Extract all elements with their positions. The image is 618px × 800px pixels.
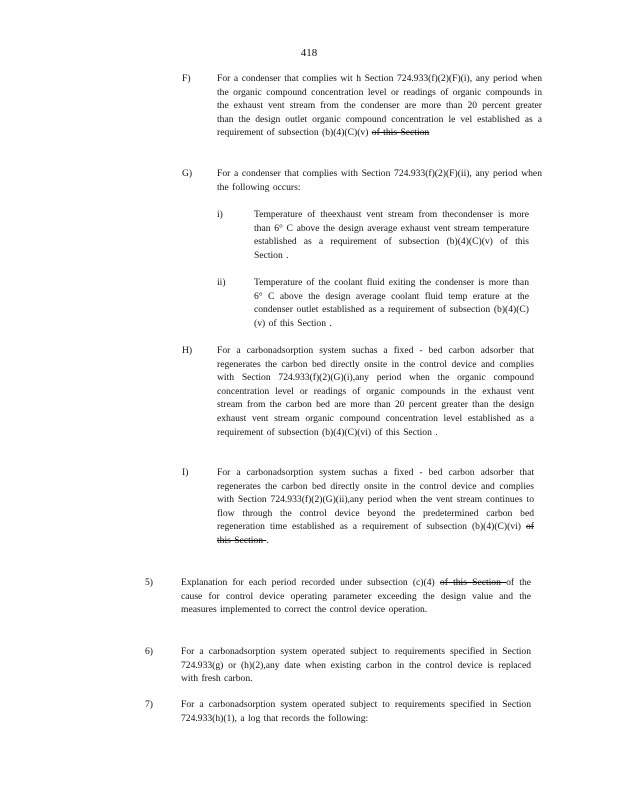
paragraph-i-body: For a carbonadsorption system suchas a fixed - bed carbon adsorber that regenerates the carbon bed directly onsite in the control device and complies with Section 724.933(f)(2)(G)(ii),any period when the vent stream continues to flow through the control device beyond the predetermined carbon bed regeneration time established as a requirement of subsection (b)(4)(C)(vi) — [217, 467, 534, 533]
paragraph-f-body: For a condenser that complies wit h Section 724.933(f)(2)(F)(i), any period when the organic compound concentration level or readings of organic compounds in the exhaust vent stream from the condenser are more than 20 percent greater than the design outlet organic compound concentration le vel established as a requirement of subsection (b)(4)(C)(v) — [217, 73, 542, 139]
paragraph-i-text — [217, 466, 534, 548]
paragraph-5-body-b: of the cause for control device operating parameter exceeding the design value and the measures implemented to correct the control device operation. — [181, 577, 531, 616]
paragraph-5-label: 5) — [145, 577, 153, 588]
paragraph-6-text: For a carbonadsorption system operated subject to requirements specified in Section 724.933(g) or (h)(2),any date when existing carbon in the control device is replaced with fresh carbon. — [181, 646, 531, 685]
paragraph-6-label: 6) — [145, 646, 153, 657]
paragraph-i-tail: . — [266, 534, 269, 546]
paragraph-h-text: For a carbonadsorption system suchas a fixed - bed carbon adsorber that regenerates the carbon bed directly onsite in the control device and complies with Section 724.933(f)(2)(G)(i),any period when the organic compound concentration level or readings of organic compounds in the exhaust vent stream from the carbon bed are more than 20 percent greater than the design exhaust vent stream organic compound concentration level established as a requirement of subsection (b)(4)(C)(vi) of this Section . — [217, 345, 534, 438]
paragraph-5-struck-text: of this Section — [439, 577, 507, 588]
paragraph-f-text — [217, 72, 542, 140]
paragraph-f-struck-text: of this Section — [371, 127, 430, 139]
paragraph-7-text: For a carbonadsorption system operated subject to requirements specified in Section 724.933(h)(1), a log that records the following: — [181, 699, 531, 724]
paragraph-h-label: H) — [182, 345, 193, 356]
paragraph-7-label: 7) — [145, 699, 153, 710]
page-number: 418 — [300, 47, 318, 59]
paragraph-i-label: I) — [182, 467, 189, 478]
paragraph-f-label: F) — [182, 73, 191, 84]
paragraph-i-struck-text: of this Section — [217, 521, 534, 546]
paragraph-g-i-label: i) — [217, 209, 223, 220]
paragraph-g-i-text: Temperature of theexhaust vent stream from thecondenser is more than 6° C above the design average exhaust vent stream temperature established as a requirement of subsection (b)(4)(C)(v) of this Section . — [254, 209, 529, 261]
paragraph-g-text: For a condenser that complies with Section 724.933(f)(2)(F)(ii), any period when the following occurs: — [217, 168, 542, 193]
paragraph-5-text — [181, 576, 531, 617]
paragraph-g-ii-label: ii) — [217, 277, 226, 288]
paragraph-g-ii-text: Temperature of the coolant fluid exiting the condenser is more than 6° C above the design average coolant fluid temp erature at the condenser outlet established as a requirement of subsection (b)(4)(C)(v) of this Section . — [254, 277, 529, 329]
paragraph-5-body-a: Explanation for each period recorded under subsection (c)(4) — [181, 577, 440, 588]
paragraph-g-label: G) — [182, 168, 193, 179]
